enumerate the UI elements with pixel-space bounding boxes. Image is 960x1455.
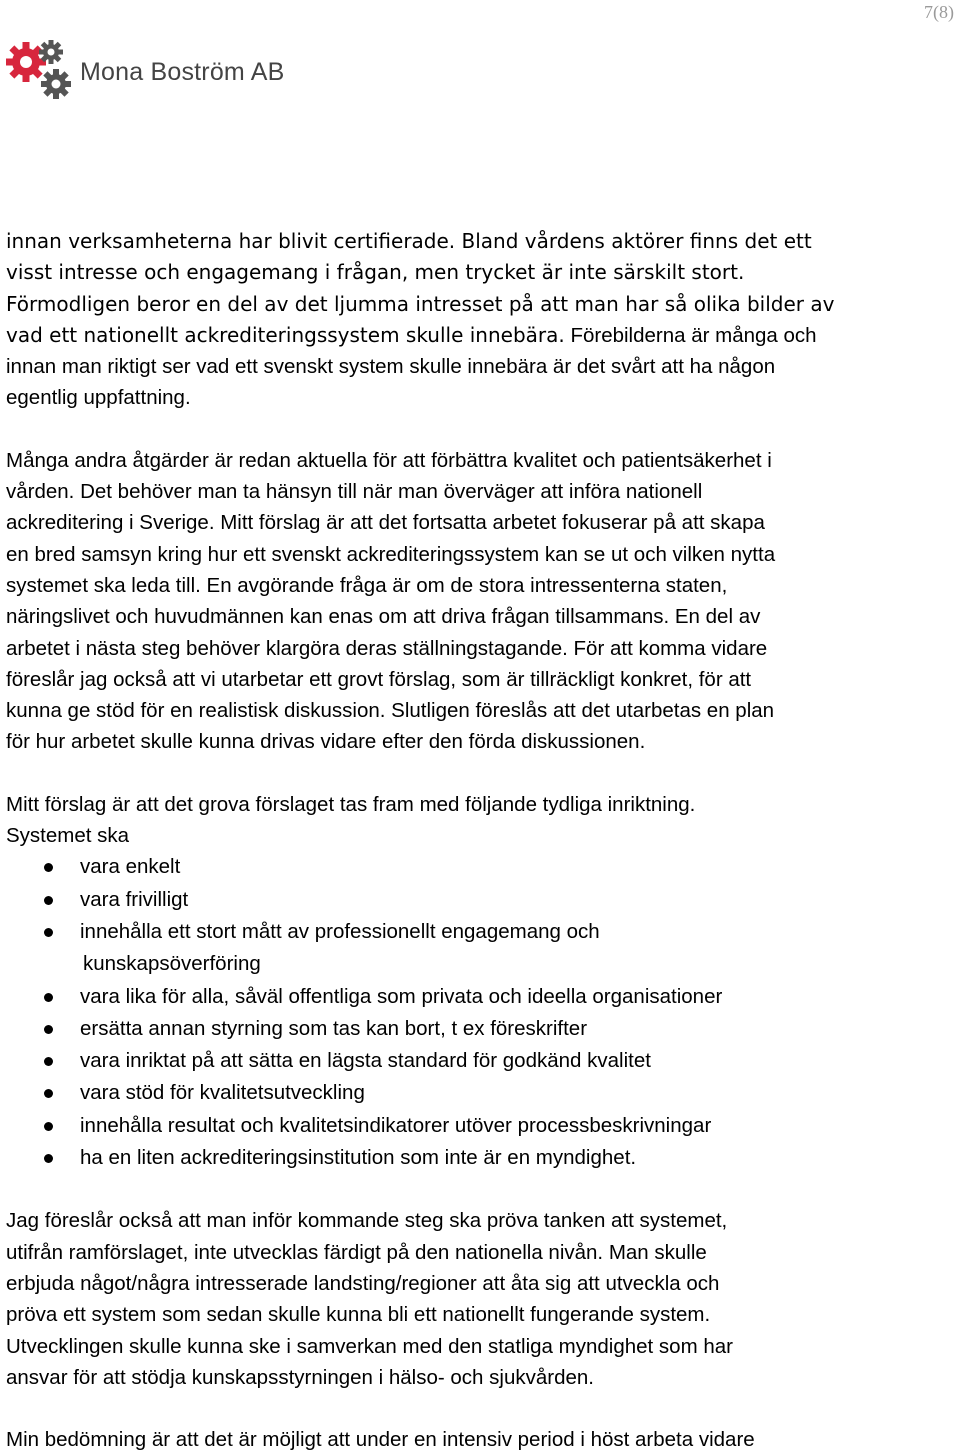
text-line: utifrån ramförslaget, inte utvecklas färdigt på den nationella nivån. Man skulle [6, 1240, 707, 1264]
document-body [6, 226, 956, 1455]
text-line: ansvar för att stödja kunskapsstyrningen i hälso- och sjukvården. [6, 1365, 594, 1389]
text-span: Förebilderna är många och [564, 323, 817, 347]
list-item [6, 1045, 956, 1077]
bullet-icon [44, 993, 53, 1002]
text-line: föreslår jag också att vi utarbetar ett grovt förslag, som är tillräckligt konkret, för att [6, 667, 752, 691]
text-line: Mitt förslag är att det grova förslaget tas fram med följande tydliga inriktning. [6, 792, 696, 816]
company-logo [6, 38, 284, 100]
list-item [6, 916, 956, 981]
list-item [6, 981, 956, 1013]
text-line: systemet ska leda till. En avgörande fråga är om de stora intressenterna staten, [6, 573, 728, 597]
text-line: arbetet i nästa steg behöver klargöra deras ställningstagande. För att komma vidare [6, 636, 768, 660]
text-line: för hur arbetet skulle kunna drivas vidare efter den förda diskussionen. [6, 730, 646, 754]
text-line: vården. Det behöver man ta hänsyn till när man överväger att införa nationell [6, 480, 703, 504]
bullet-icon [44, 863, 53, 872]
list-item [6, 1110, 956, 1142]
text-line: visst intresse och engagemang i frågan, men trycket är inte särskilt stort. [6, 260, 745, 285]
text-line: innan verksamheterna har blivit certifierade. Bland vårdens aktörer finns det ett [6, 229, 812, 253]
list-item-text: ersätta annan styrning som tas kan bort, t ex föreskrifter [80, 1016, 588, 1040]
bullet-icon [44, 1154, 53, 1163]
list-item-text: ha en liten ackrediteringsinstitution som inte är en myndighet. [80, 1146, 637, 1170]
list-item [6, 1077, 956, 1109]
bullet-icon [44, 1089, 53, 1098]
bullet-icon [44, 1025, 53, 1034]
requirements-list [6, 851, 956, 1174]
list-item-text: vara inriktat på att sätta en lägsta standard för godkänd kvalitet [80, 1049, 651, 1073]
bullet-icon [44, 1122, 53, 1131]
paragraph-3 [6, 789, 956, 852]
text-line: ackreditering i Sverige. Mitt förslag är att det fortsatta arbetet fokuserar på att skapa [6, 511, 765, 535]
list-item-text: innehålla resultat och kvalitetsindikatorer utöver processbeskrivningar [80, 1113, 712, 1137]
text-line [6, 320, 956, 351]
bullet-icon [44, 928, 53, 937]
text-span: vad ett nationellt ackrediteringssystem skulle innebära. [6, 322, 565, 347]
text-line: kunna ge stöd för en realistisk diskussion. Slutligen föreslås att det utarbetas en plan [6, 699, 775, 723]
text-line: Många andra åtgärder är redan aktuella för att förbättra kvalitet och patientsäkerhet i [6, 448, 772, 472]
list-item-text: vara enkelt [80, 855, 181, 879]
text-line: Min bedömning är att det är möjligt att under en intensiv period i höst arbeta vidare [6, 1428, 755, 1452]
text-line: innan man riktigt ser vad ett svenskt system skulle innebära är det svårt att ha någon [6, 355, 776, 379]
page-number: 7(8) [924, 2, 954, 22]
paragraph-5 [6, 1424, 956, 1455]
paragraph-1 [6, 226, 956, 414]
list-item-text: vara stöd för kvalitetsutveckling [80, 1081, 365, 1105]
text-line: pröva ett system som sedan skulle kunna bli ett nationellt fungerande system. [6, 1303, 711, 1327]
list-item [6, 1142, 956, 1174]
bullet-icon [44, 896, 53, 905]
text-line: en bred samsyn kring hur ett svenskt ackrediteringssystem kan se ut och vilken nytta [6, 542, 776, 566]
list-item-text: innehålla ett stort mått av professionellt engagemang och [80, 919, 600, 943]
text-line: egentlig uppfattning. [6, 386, 191, 410]
list-item-text: vara lika för alla, såväl offentliga som privata och ideella organisationer [80, 984, 723, 1008]
paragraph-2 [6, 445, 956, 758]
paragraph-4 [6, 1205, 956, 1393]
text-line: erbjuda något/några intresserade landsting/regioner att åta sig att utveckla och [6, 1271, 720, 1295]
text-line: Systemet ska [6, 824, 130, 848]
text-line: Jag föreslår också att man inför kommande steg ska pröva tanken att systemet, [6, 1209, 728, 1233]
text-line: Utvecklingen skulle kunna ske i samverkan med den statliga myndighet som har [6, 1334, 733, 1358]
text-line: Förmodligen beror en del av det ljumma intresset på att man har så olika bilder av [6, 291, 835, 316]
gears-icon [6, 38, 74, 100]
company-name: Mona Boström AB [80, 57, 285, 86]
list-item [6, 851, 956, 883]
list-item [6, 1013, 956, 1045]
list-item-text: vara frivilligt [80, 887, 189, 911]
list-item-text-continuation: kunskapsöverföring [83, 952, 261, 976]
list-item [6, 884, 956, 916]
bullet-icon [44, 1057, 53, 1066]
text-line: näringslivet och huvudmännen kan enas om att driva frågan tillsammans. En del av [6, 605, 761, 629]
